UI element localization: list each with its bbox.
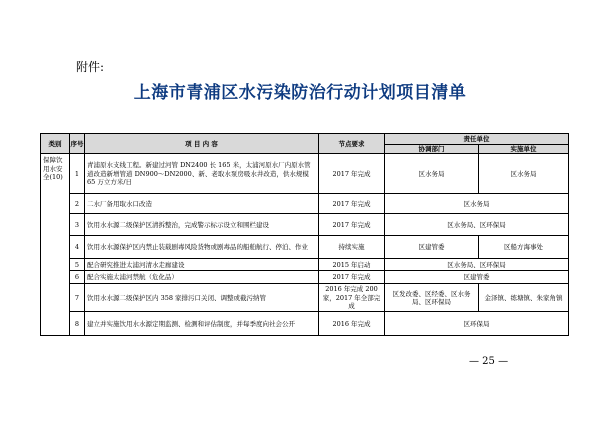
page-title: 上海市青浦区水污染防治行动计划项目清单 [133,83,467,103]
row-number: 8 [70,312,85,336]
row-schedule: 2016 年完成 200 家，2017 年全部完成 [319,284,385,312]
row-number: 7 [70,284,85,312]
row-number: 1 [70,154,85,194]
row-coordinating: 区发改委、区经委、区水务局、区环保局 [385,284,479,312]
header-coordinating: 协调部门 [385,145,479,154]
row-number: 3 [70,214,85,236]
row-number: 4 [70,236,85,259]
header-schedule: 节点要求 [319,134,385,154]
row-implementing: 区水务局 [479,154,569,194]
row-content: 配合实施太浦河禁航（危化品） [85,271,319,284]
row-implementing: 金泽镇、练塘镇、朱家角镇 [479,284,569,312]
row-responsible-unit: 区水务局、区环保局 [385,214,569,236]
table-row [41,312,569,336]
page-number: — 25 — [469,356,509,367]
header-implementing: 实施单位 [479,145,569,154]
row-responsible-unit: 区水务局 [385,194,569,214]
row-coordinating: 区水务局 [385,154,479,194]
row-responsible-unit: 区环保局 [385,312,569,336]
row-schedule: 2017 年完成 [319,214,385,236]
table-row [41,194,569,214]
row-number: 5 [70,259,85,271]
row-implementing: 区船方海事处 [479,236,569,259]
header-content: 项 目 内 容 [85,134,319,154]
row-content: 二水厂备用取水口改造 [85,194,319,214]
row-schedule: 持续实施 [319,236,385,259]
table-row [41,284,569,312]
row-schedule: 2017 年完成 [319,271,385,284]
table-row [41,214,569,236]
header-category: 类别 [41,134,70,154]
row-content: 饮用水水源二级保护区内 358 家排污口关闭、调整或截污纳管 [85,284,319,312]
table-row [41,236,569,259]
row-responsible-unit: 区水务局、区环保局 [385,259,569,271]
row-schedule: 2016 年完成 [319,312,385,336]
category-cell: 保障饮用水安全(10) [41,154,70,336]
row-content: 青浦原水支线工程。新建过河管 DN2400 长 165 米，太浦河原水厂内原水管道改造新增管道 DN900～DN2000、新、老取水泵房吸水井改造，供水规模 65 万立方米/日 [85,154,319,194]
table-row [41,271,569,284]
header-responsible: 责任单位 [385,134,569,145]
row-number: 2 [70,194,85,214]
header-number: 序号 [70,134,85,154]
row-number: 6 [70,271,85,284]
row-schedule: 2017 年完成 [319,154,385,194]
row-content: 配合研究推进太浦河清水走廊建设 [85,259,319,271]
row-coordinating: 区建管委 [385,236,479,259]
table-row [41,154,569,194]
attachment-label: 附件: [76,60,105,74]
row-content: 饮用水水源保护区内禁止装载剧毒风险货物或剧毒品的船舶航行、停泊、作业 [85,236,319,259]
row-responsible-unit: 区建管委 [385,271,569,284]
table-row [41,259,569,271]
row-schedule: 2015 年启动 [319,259,385,271]
row-schedule: 2017 年完成 [319,194,385,214]
row-content: 饮用水水源二级保护区清拆整治，完成警示标示设立和围栏建设 [85,214,319,236]
project-table [40,133,569,336]
row-content: 建立并实施饮用水水源定期监测、检测和评估制度，并每季度向社会公开 [85,312,319,336]
